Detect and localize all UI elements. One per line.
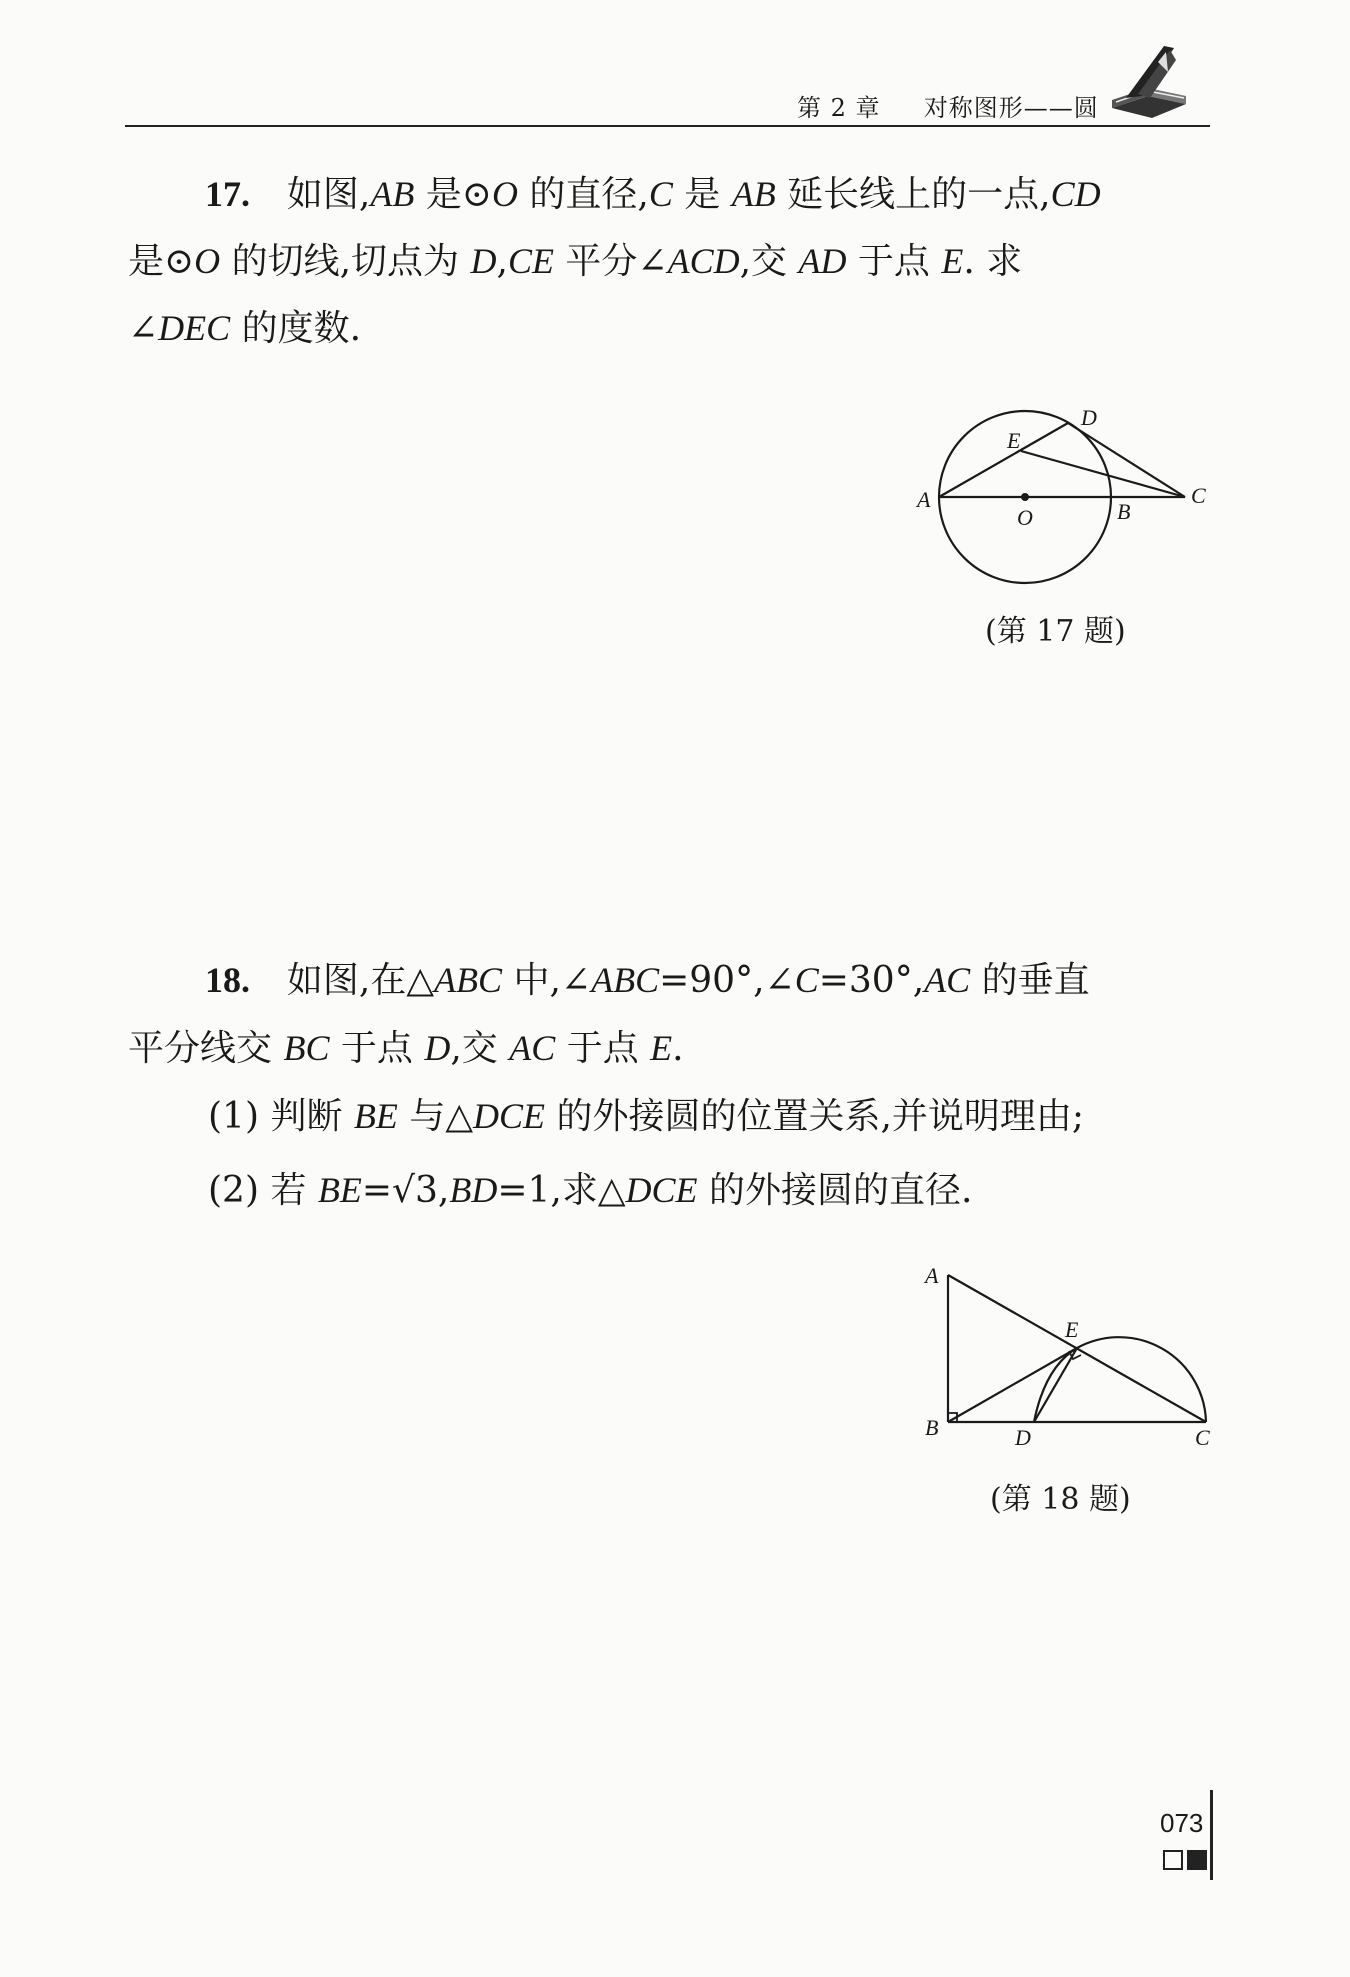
math-symbol: DCE [625, 1170, 698, 1210]
math-symbol: E [650, 1028, 673, 1068]
arc-ec [1077, 1337, 1206, 1422]
text-run: 的直径, [517, 174, 649, 215]
math-symbol: BD [449, 1170, 498, 1210]
page-number: 073 [1160, 1808, 1204, 1838]
text-run: 于点 [329, 1028, 425, 1069]
chapter-label: 第 2 章 [797, 94, 881, 122]
math-symbol: D [424, 1028, 451, 1068]
problem-18-sub-2 [208, 1170, 972, 1211]
label-c: C [1191, 483, 1206, 508]
text-run: 的外接圆的直径. [697, 1170, 973, 1211]
text-run: 如图, [286, 174, 371, 215]
problem-17-text-1 [287, 174, 1101, 215]
math-symbol: AB [370, 174, 415, 214]
label-a: A [925, 1263, 939, 1288]
problem-18-sub-1 [208, 1096, 1084, 1137]
text-run: 如图,在△ [286, 960, 435, 1001]
text-run: 的外接圆的位置关系,并说明理由; [545, 1096, 1085, 1137]
problem-17-number: 17. [205, 174, 250, 214]
math-symbol: DCE [473, 1096, 546, 1136]
label-e: E [1065, 1317, 1079, 1342]
text-run: 平分∠ [553, 241, 668, 282]
math-symbol: O [491, 174, 518, 214]
math-symbol: CD [1050, 174, 1101, 214]
math-symbol: CE [507, 241, 554, 281]
text-run: (1) 判断 [208, 1096, 354, 1137]
text-run: 是⊙ [414, 174, 492, 215]
outline-square-icon [1163, 1850, 1183, 1870]
line-cd [1068, 423, 1185, 497]
problem-18-line-2 [128, 1028, 684, 1069]
header-rule [125, 125, 1210, 127]
text-run: 与△ [397, 1096, 474, 1137]
text-run: 平分线交 [128, 1028, 284, 1069]
label-b: B [925, 1415, 939, 1440]
text-run: =1,求△ [497, 1170, 626, 1211]
text-run: 是⊙ [128, 241, 195, 282]
problem-18-caption: (第 18 题) [990, 1482, 1131, 1517]
text-run: ,交 [450, 1028, 510, 1069]
math-symbol: BE [317, 1170, 362, 1210]
line-be [948, 1348, 1077, 1422]
problem-18-text-1 [287, 960, 1090, 1001]
problem-17-line-3 [128, 308, 361, 349]
math-symbol: ABC [434, 960, 503, 1000]
text-run: =90°,∠ [659, 960, 795, 1001]
math-symbol: C [648, 174, 673, 214]
math-symbol: BC [283, 1028, 330, 1068]
line-ad [939, 423, 1068, 497]
text-run: (2) 若 [208, 1170, 318, 1211]
math-symbol: ABC [591, 960, 660, 1000]
problem-17-line-2 [128, 241, 1022, 282]
text-run: 延长线上的一点, [775, 174, 1051, 215]
label-o: O [1017, 505, 1033, 530]
label-a: A [917, 487, 931, 512]
math-symbol: BE [353, 1096, 398, 1136]
math-symbol: AD [798, 241, 847, 281]
math-symbol: ACD [667, 241, 740, 281]
chapter-title: 对称图形——圆 [923, 94, 1099, 122]
math-symbol: AB [731, 174, 776, 214]
text-run: 于点 [555, 1028, 651, 1069]
problem-17-figure [905, 395, 1235, 595]
text-run: 的度数. [230, 308, 362, 349]
label-d: D [1081, 405, 1097, 430]
problem-18-number: 18. [205, 960, 250, 1000]
text-run: 中,∠ [502, 960, 592, 1001]
text-run: ∠ [128, 308, 159, 349]
problem-17-line-1 [205, 174, 1101, 215]
math-symbol: O [194, 241, 221, 281]
filled-square-icon [1187, 1850, 1207, 1870]
math-symbol: DEC [158, 308, 231, 348]
label-c: C [1195, 1425, 1210, 1450]
text-run: 是 [672, 174, 732, 215]
label-d: D [1015, 1425, 1031, 1450]
text-run: =30°, [818, 960, 925, 1001]
running-header [797, 88, 1099, 123]
line-ce [1021, 451, 1185, 497]
problem-17-caption: (第 17 题) [985, 614, 1126, 649]
problem-18-line-1 [205, 960, 1090, 1001]
text-run: ,交 [739, 241, 799, 282]
book-icon [1108, 38, 1190, 124]
text-run: . 求 [963, 241, 1023, 282]
problem-18-figure [905, 1255, 1235, 1465]
text-run: 的切线,切点为 [220, 241, 471, 282]
text-run: 的垂直 [970, 960, 1090, 1001]
page-margin-bar [1210, 1790, 1213, 1880]
math-symbol: AC [509, 1028, 556, 1068]
center-point [1021, 493, 1029, 501]
text-run: =√3, [361, 1170, 450, 1211]
text-run: . [672, 1028, 684, 1069]
label-e: E [1007, 428, 1021, 453]
page-header [0, 0, 1350, 140]
math-symbol: D [470, 241, 497, 281]
text-run: 于点 [846, 241, 942, 282]
math-symbol: C [794, 960, 819, 1000]
math-symbol: E [941, 241, 964, 281]
label-b: B [1117, 499, 1131, 524]
math-symbol: AC [924, 960, 971, 1000]
text-run: , [496, 241, 508, 282]
